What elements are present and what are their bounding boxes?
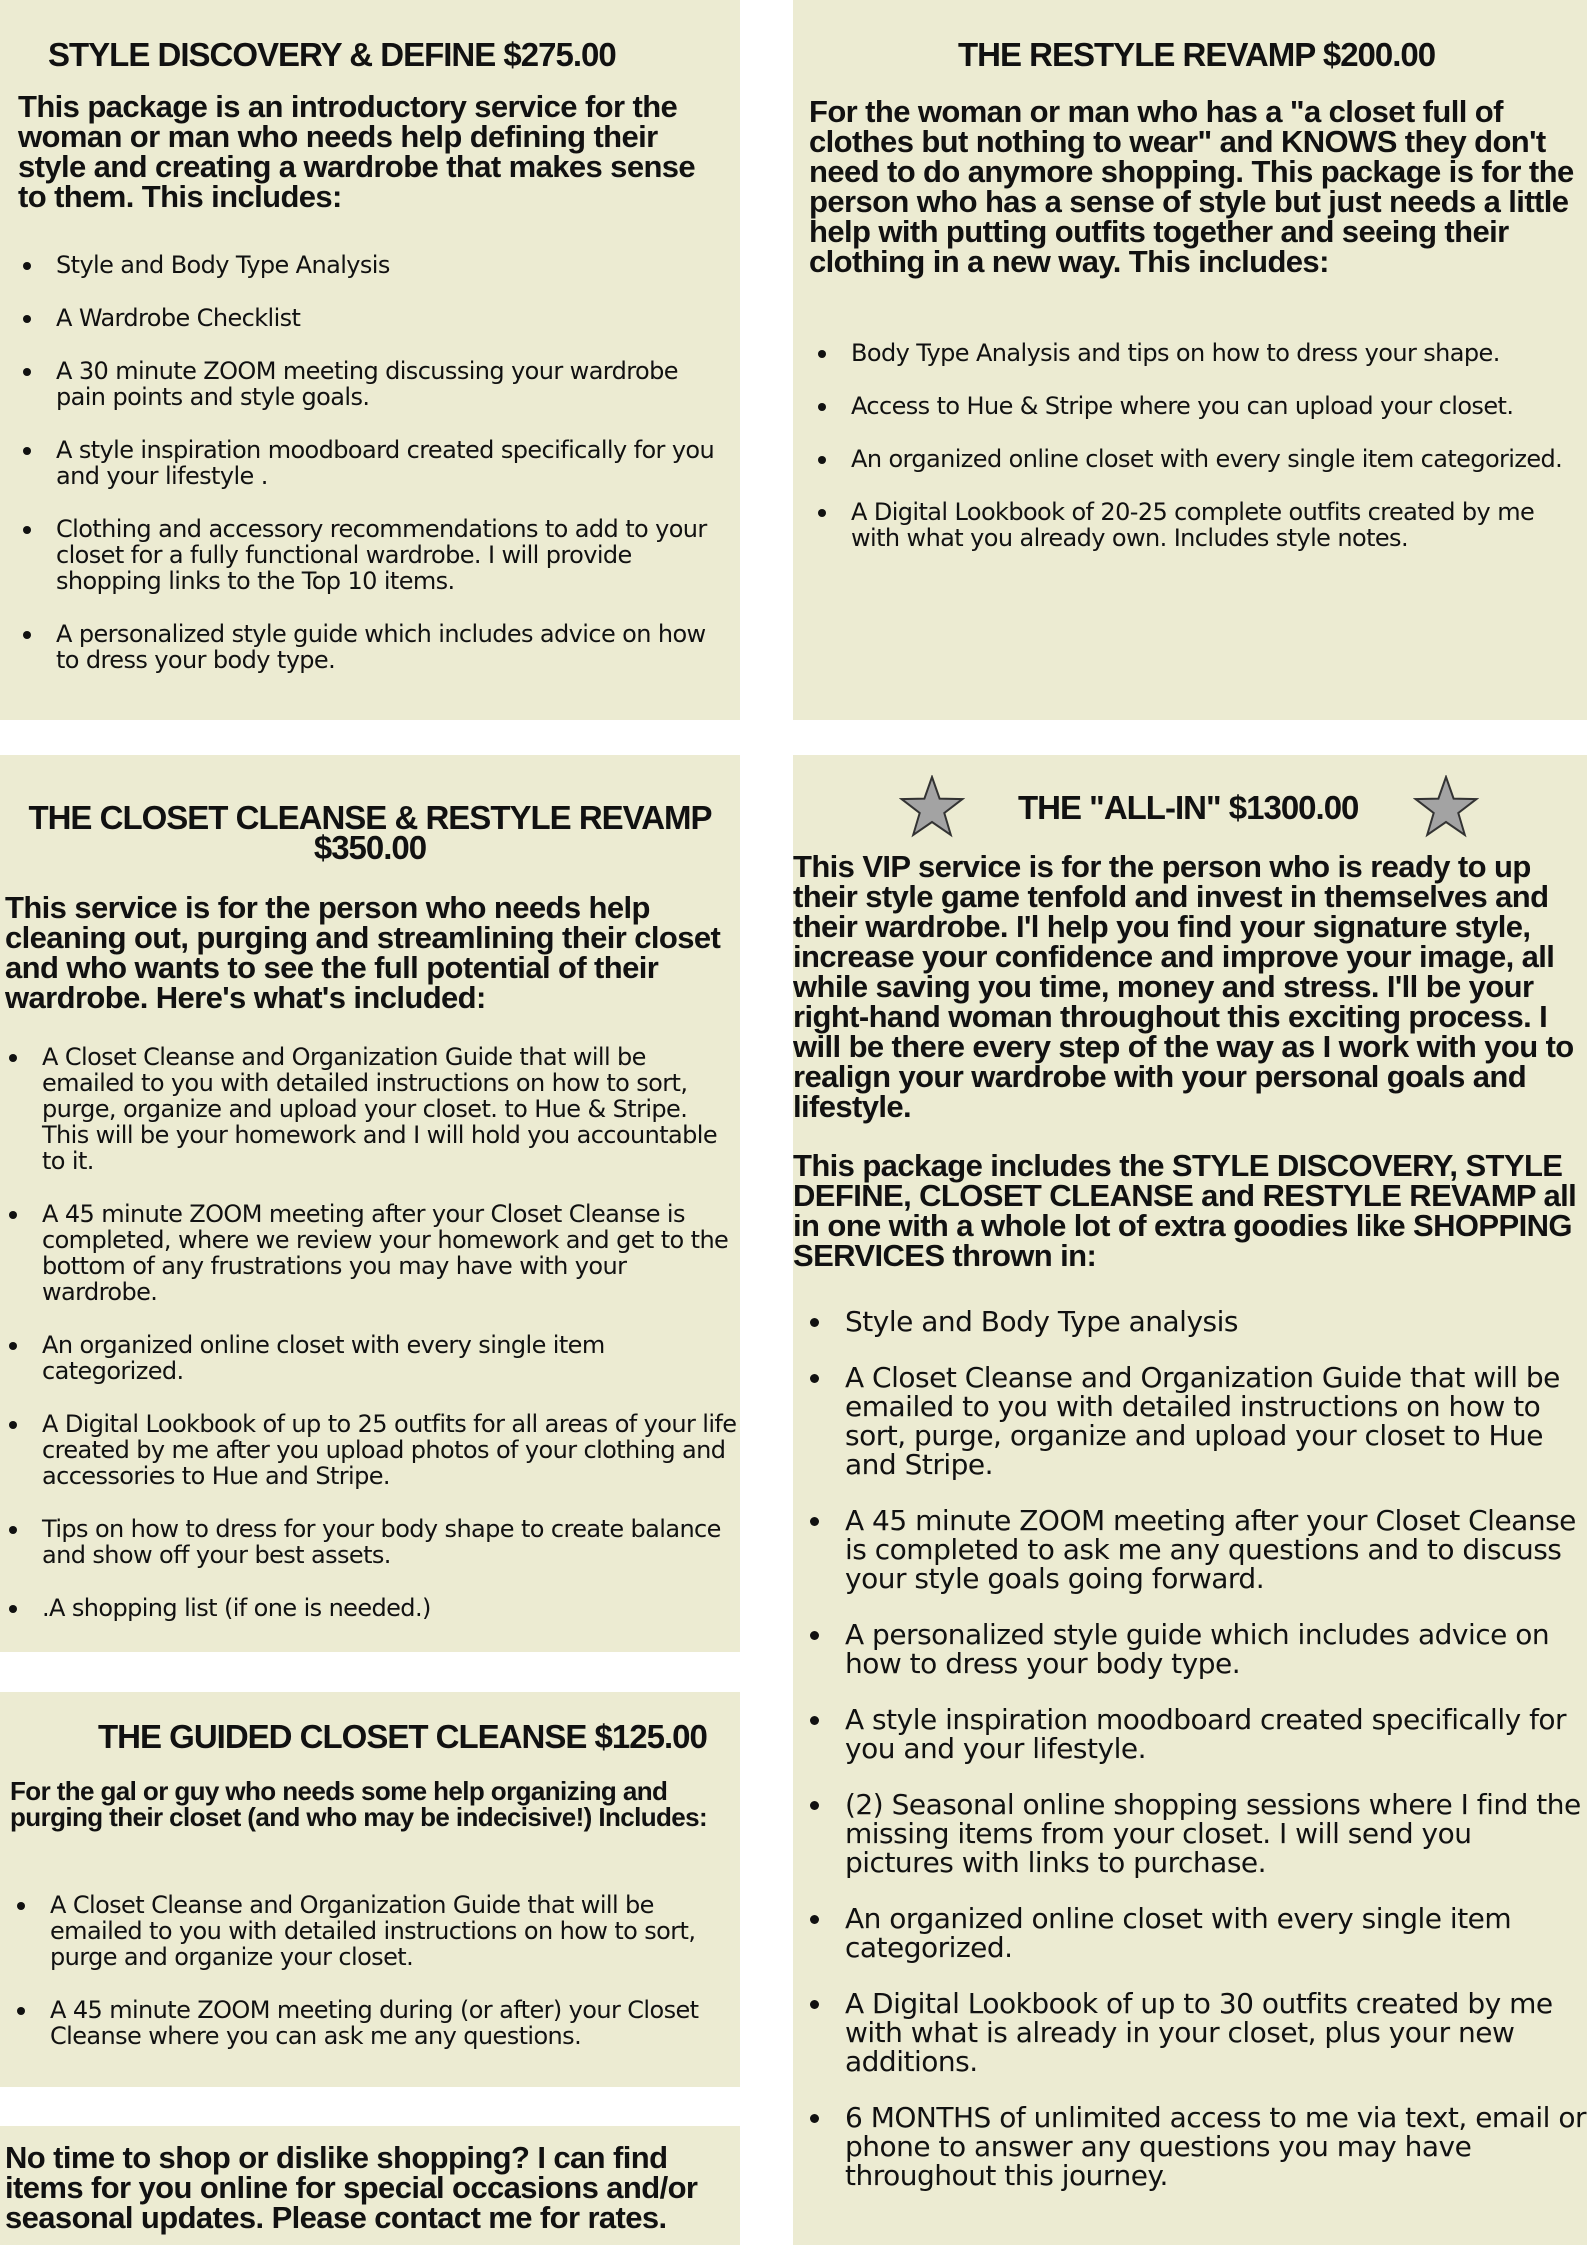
list-item: An organized online closet with every single item categorized. <box>807 1904 1587 1962</box>
star-icon-shape <box>902 777 963 835</box>
shopping-note-panel <box>0 2126 740 2245</box>
list-item: A 45 minute ZOOM meeting after your Closet Cleanse is completed, where we review your homework and get to the bottom of any frustrations you may have with your wardrobe. <box>6 1201 739 1305</box>
list-item: Tips on how to dress for your body shape to create balance and show off your best assets. <box>6 1516 739 1568</box>
closet-cleanse-restyle-title-line1: THE CLOSET CLEANSE & RESTYLE REVAMP <box>28 799 712 836</box>
list-item: A Closet Cleanse and Organization Guide that will be emailed to you with detailed instructions on how to sort, purge, organize and upload your closet to Hue and Stripe. <box>807 1363 1587 1479</box>
list-item: A Digital Lookbook of up to 25 outfits for all areas of your life created by me after you upload photos of your clothing and accessories to Hue and Stripe. <box>6 1411 739 1489</box>
list-item: A 45 minute ZOOM meeting after your Closet Cleanse is completed to ask me any questions and to discuss your style goals going forward. <box>807 1506 1587 1593</box>
star-icon <box>899 775 965 839</box>
list-item: A 45 minute ZOOM meeting during (or after) your Closet Cleanse where you can ask me any questions. <box>14 1997 736 2049</box>
all-in-intro: This VIP service is for the person who is ready to up their style game tenfold and invest in themselves and their wardrobe. I'l help you find your signature style, increase your confidence and improve your image, all while saving you time, money and stress. I'll be your right-hand woman throughout this exciting process. I will be there every step of the way as I work with you to realign your wardrobe with your personal goals and lifestyle. <box>793 849 1574 1124</box>
style-discovery-title: STYLE DISCOVERY & DEFINE $275.00 <box>48 36 616 73</box>
star-icon <box>1413 775 1479 839</box>
guided-cleanse-title: THE GUIDED CLOSET CLEANSE $125.00 <box>98 1718 707 1755</box>
list-item: A Digital Lookbook of 20-25 complete outfits created by me with what you already own. Includes style notes. <box>815 499 1585 551</box>
restyle-revamp-intro: For the woman or man who has a "a closet full of clothes but nothing to wear" and KNOWS they don't need to do anymore shopping. This package is for the person who has a sense of style but just needs a little help with putting outfits together and seeing their clothing in a new way. This includes: <box>809 94 1574 279</box>
list-item: A personalized style guide which includes advice on how to dress your body type. <box>807 1620 1587 1678</box>
restyle-revamp-title: THE RESTYLE REVAMP $200.00 <box>958 36 1436 73</box>
all-in-list <box>807 1307 1587 2190</box>
closet-cleanse-restyle-price: $350.00 <box>313 829 427 866</box>
closet-cleanse-restyle-list <box>6 1044 739 1621</box>
guided-cleanse-intro: For the gal or guy who needs some help organizing and purging their closet (and who may be indecisive!) Includes: <box>10 1776 708 1832</box>
list-item: A Digital Lookbook of up to 30 outfits created by me with what is already in your closet, plus your new additions. <box>807 1989 1587 2076</box>
list-item: A Wardrobe Checklist <box>20 305 725 331</box>
star-icon-shape <box>1416 777 1477 835</box>
closet-cleanse-restyle-intro: This service is for the person who needs help cleaning out, purging and streamlining their closet and who wants to see the full potential of their wardrobe. Here's what's included: <box>5 890 721 1015</box>
list-item: (2) Seasonal online shopping sessions where I find the missing items from your closet. I will send you pictures with links to purchase. <box>807 1790 1587 1877</box>
list-item: A Closet Cleanse and Organization Guide that will be emailed to you with detailed instructions on how to sort, purge and organize your closet. <box>14 1892 736 1970</box>
style-discovery-intro: This package is an introductory service for the woman or man who needs help defining their style and creating a wardrobe that makes sense to them. This includes: <box>18 89 696 214</box>
all-in-panel <box>793 755 1587 2245</box>
list-item: A personalized style guide which includes advice on how to dress your body type. <box>20 621 725 673</box>
list-item: A Closet Cleanse and Organization Guide that will be emailed to you with detailed instructions on how to sort, purge, organize and upload your closet. to Hue & Stripe. This will be your homework and I will hold you accountable to it. <box>6 1044 739 1174</box>
shopping-note-text: No time to shop or dislike shopping? I can find items for you online for special occasions and/or seasonal updates. Please contact me for rates. <box>5 2140 698 2235</box>
list-item: .A shopping list (if one is needed.) <box>6 1595 739 1621</box>
list-item: 6 MONTHS of unlimited access to me via text, email or phone to answer any questions you may have throughout this journey. <box>807 2103 1587 2190</box>
list-item: Style and Body Type Analysis <box>20 252 725 278</box>
list-item: An organized online closet with every single item categorized. <box>815 446 1585 472</box>
guided-cleanse-list <box>14 1892 736 2049</box>
list-item: A style inspiration moodboard created specifically for you and your lifestyle . <box>20 437 725 489</box>
closet-cleanse-restyle-title <box>0 799 740 866</box>
list-item: A style inspiration moodboard created specifically for you and your lifestyle. <box>807 1705 1587 1763</box>
list-item: A 30 minute ZOOM meeting discussing your wardrobe pain points and style goals. <box>20 358 725 410</box>
list-item: Access to Hue & Stripe where you can upload your closet. <box>815 393 1585 419</box>
closet-cleanse-restyle-panel <box>0 755 740 1652</box>
guided-cleanse-panel <box>0 1692 740 2087</box>
list-item: Body Type Analysis and tips on how to dress your shape. <box>815 340 1585 366</box>
list-item: Style and Body Type analysis <box>807 1307 1587 1336</box>
style-discovery-list <box>20 252 725 673</box>
list-item: Clothing and accessory recommendations to add to your closet for a fully functional wardrobe. I will provide shopping links to the Top 10 items. <box>20 516 725 594</box>
list-item: An organized online closet with every single item categorized. <box>6 1332 739 1384</box>
restyle-revamp-panel <box>793 0 1587 720</box>
all-in-intro-2: This package includes the STYLE DISCOVERY, STYLE DEFINE, CLOSET CLEANSE and RESTYLE REVAMP all in one with a whole lot of extra goodies like SHOPPING SERVICES thrown in: <box>793 1148 1577 1273</box>
all-in-title: THE "ALL-IN" $1300.00 <box>1018 789 1359 826</box>
style-discovery-panel <box>0 0 740 720</box>
restyle-revamp-list <box>815 340 1585 551</box>
